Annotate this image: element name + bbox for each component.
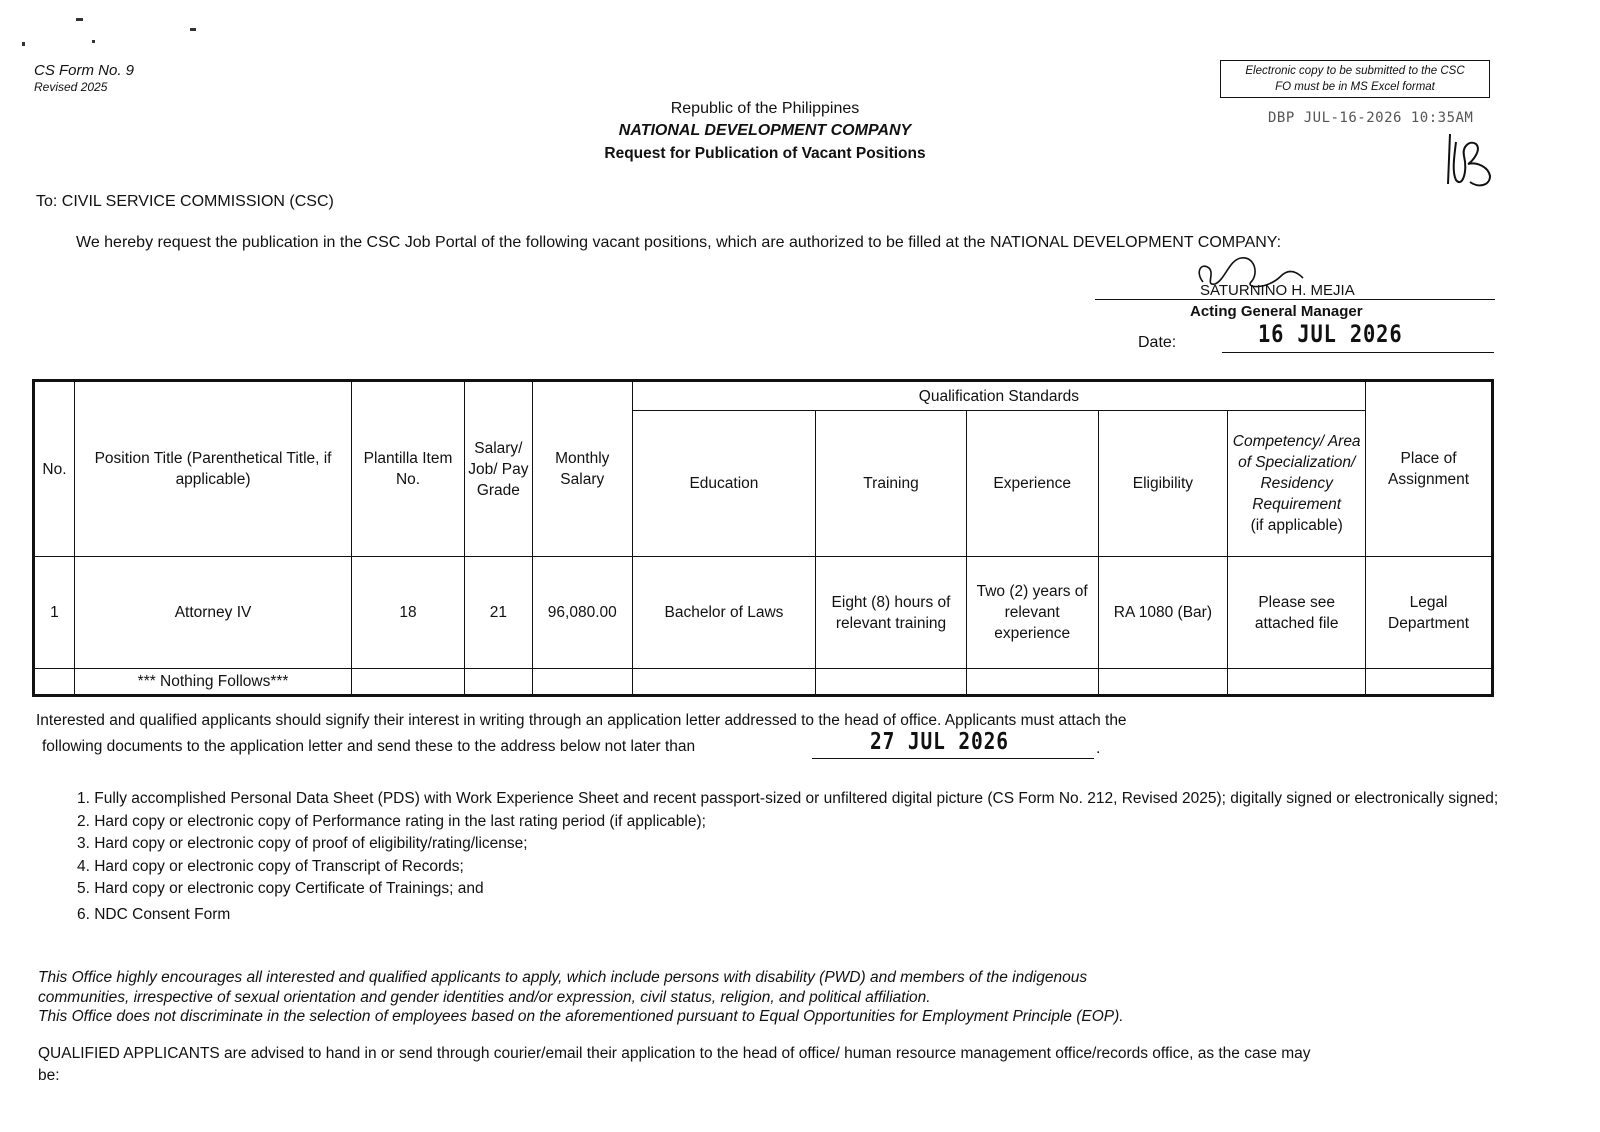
cell-no: 1 (34, 557, 75, 669)
cell-empty (1366, 669, 1493, 696)
cell-empty (816, 669, 967, 696)
cell-competency: Please see attached file (1228, 557, 1366, 669)
header-competency-note: (if applicable) (1250, 517, 1343, 534)
signatory-name: SATURNINO H. MEJIA (1200, 282, 1355, 299)
table-row (34, 557, 1493, 669)
date-label: Date: (1138, 334, 1177, 351)
scan-speck (92, 40, 95, 43)
cell-salary: 96,080.00 (532, 557, 632, 669)
header-no: No. (34, 381, 75, 557)
scan-speck (22, 42, 25, 46)
addressee: To: CIVIL SERVICE COMMISSION (CSC) (36, 193, 334, 210)
cell-position: Attorney IV (74, 557, 351, 669)
cell-empty (34, 669, 75, 696)
table-row-nothing-follows (34, 669, 1493, 696)
electronic-note-line2: FO must be in MS Excel format (1275, 81, 1435, 93)
header-plantilla: Plantilla Item No. (352, 381, 465, 557)
header-position: Position Title (Parenthetical Title, if applicable) (74, 381, 351, 557)
instructions-line1: Interested and qualified applicants should signify their interest in writing through an application letter addressed to the head of office. Applicants must attach the (36, 712, 1127, 729)
nothing-follows: *** Nothing Follows*** (74, 669, 351, 696)
list-item: 5. Hard copy or electronic copy Certificate of Trainings; and (77, 880, 484, 897)
cell-empty (464, 669, 532, 696)
header-training: Training (816, 411, 967, 557)
list-item: 1. Fully accomplished Personal Data Sheet (PDS) with Work Experience Sheet and recent passport-sized or unfiltered digital picture (CS Form No. 212, Revised 2025); digitally signed or electronically signed; (77, 790, 1499, 807)
header-eligibility: Eligibility (1098, 411, 1228, 557)
list-item: 2. Hard copy or electronic copy of Performance rating in the last rating period (if applicable); (77, 812, 706, 830)
header-place: Place of Assignment (1366, 381, 1493, 557)
cell-eligibility: RA 1080 (Bar) (1098, 557, 1228, 669)
header-grade: Salary/ Job/ Pay Grade (464, 381, 532, 557)
header-qualification-standards: Qualification Standards (632, 381, 1365, 411)
cell-empty (1098, 669, 1228, 696)
cell-empty (352, 669, 465, 696)
header-competency (1228, 411, 1366, 557)
page-title: Request for Publication of Vacant Positions (604, 145, 926, 162)
cell-plantilla: 18 (352, 557, 465, 669)
cell-grade: 21 (464, 557, 532, 669)
request-text: We hereby request the publication in the CSC Job Portal of the following vacant positions, which are authorized to be filled at the NATIONAL DEVELOPMENT COMPANY: (76, 234, 1282, 251)
country-line: Republic of the Philippines (670, 100, 860, 117)
list-item: 6. NDC Consent Form (77, 905, 231, 923)
cell-empty (966, 669, 1098, 696)
header-education: Education (632, 411, 816, 557)
list-item: 4. Hard copy or electronic copy of Transcript of Records; (77, 857, 464, 875)
receipt-stamp: DBP JUL-16-2026 10:35AM (1268, 110, 1474, 126)
signature-line (1095, 299, 1495, 300)
eop-line3: This Office does not discriminate in the selection of employees based on the aforementioned pursuant to Equal Opportunities for Employment Principle (EOP). (38, 1008, 1124, 1025)
scan-speck (76, 18, 83, 21)
deadline-stamp: 27 JUL 2026 (870, 729, 1009, 755)
cell-empty (632, 669, 816, 696)
deadline-line (812, 758, 1094, 759)
signatory-title: Acting General Manager (1190, 303, 1363, 320)
eop-line1: This Office highly encourages all interested and qualified applicants to apply, which include persons with disability (PWD) and members of the indigenous (38, 969, 1088, 986)
electronic-copy-note (1220, 60, 1490, 98)
required-documents-list (77, 788, 1507, 926)
header-salary: Monthly Salary (532, 381, 632, 557)
eop-statement (38, 968, 1358, 1027)
deadline-period: . (1096, 740, 1101, 757)
form-revision: Revised 2025 (34, 80, 108, 94)
header-competency-text: Competency/ Area of Specialization/ Residency Requirement (1232, 433, 1361, 513)
instructions-line2: following documents to the application letter and send these to the address below not later than (42, 738, 696, 755)
form-number: CS Form No. 9 (34, 62, 135, 79)
date-line (1222, 352, 1494, 353)
list-item: 3. Hard copy or electronic copy of proof of eligibility/rating/license; (77, 835, 528, 852)
cell-education: Bachelor of Laws (632, 557, 816, 669)
vacant-positions-table (32, 379, 1494, 697)
cell-experience: Two (2) years of relevant experience (966, 557, 1098, 669)
scan-speck (190, 28, 196, 31)
agency-name: NATIONAL DEVELOPMENT COMPANY (618, 122, 912, 139)
eop-line2: communities, irrespective of sexual orientation and gender identities and/or expression, civil status, religion, and political affiliation. (38, 988, 931, 1006)
cell-empty (532, 669, 632, 696)
qualified-applicants-note: QUALIFIED APPLICANTS are advised to hand in or send through courier/email their application to the head of office/ human resource management office/records office, as the case may be: (38, 1045, 1311, 1084)
header-experience: Experience (966, 411, 1098, 557)
electronic-note-line1: Electronic copy to be submitted to the CSC (1245, 65, 1465, 77)
cell-training: Eight (8) hours of relevant training (816, 557, 967, 669)
cell-place: Legal Department (1366, 557, 1493, 669)
date-stamp: 16 JUL 2026 (1258, 320, 1403, 348)
cell-empty (1228, 669, 1366, 696)
